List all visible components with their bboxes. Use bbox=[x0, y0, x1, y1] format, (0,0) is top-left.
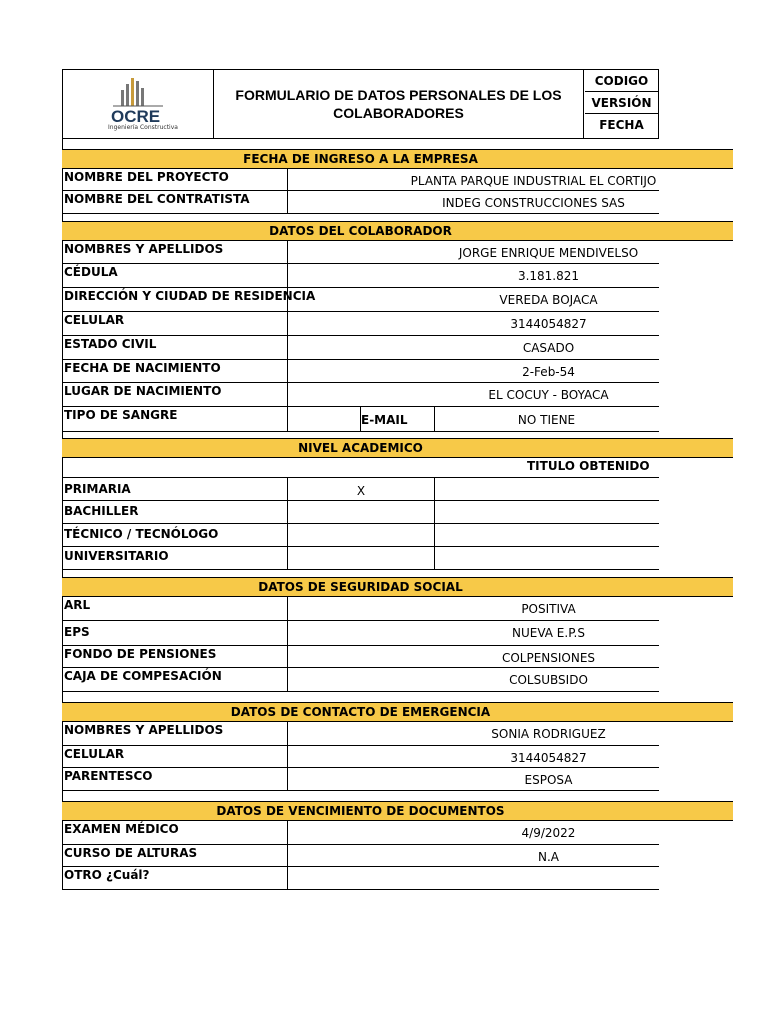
value-contratista[interactable]: INDEG CONSTRUCCIONES SAS bbox=[287, 191, 659, 213]
logo-cell bbox=[63, 70, 214, 138]
value-cedula[interactable]: 3.181.821 bbox=[287, 264, 659, 287]
label-emergencia-celular: CELULAR bbox=[64, 747, 125, 761]
value-celular[interactable]: 3144054827 bbox=[287, 312, 659, 335]
codigo-label: CODIGO bbox=[585, 70, 658, 92]
value-examen[interactable]: 4/9/2022 bbox=[287, 821, 659, 844]
header-meta bbox=[585, 70, 658, 138]
row-tecnico bbox=[62, 524, 659, 547]
band-academico: NIVEL ACADEMICO bbox=[62, 438, 733, 458]
row-direccion bbox=[62, 288, 659, 312]
divider bbox=[434, 524, 435, 547]
divider bbox=[434, 547, 435, 570]
divider bbox=[434, 478, 435, 501]
value-direccion[interactable]: VEREDA BOJACA bbox=[287, 288, 659, 311]
label-tecnico: TÉCNICO / TECNÓLOGO bbox=[64, 527, 219, 541]
version-label: VERSIÓN bbox=[585, 92, 658, 114]
divider bbox=[287, 501, 288, 524]
row-academico-header bbox=[62, 458, 659, 478]
value-parentesco[interactable]: ESPOSA bbox=[287, 768, 659, 790]
row-fecha-nacimiento bbox=[62, 360, 659, 383]
value-arl[interactable]: POSITIVA bbox=[287, 597, 659, 620]
row-proyecto bbox=[62, 169, 659, 191]
mark-primaria[interactable]: X bbox=[356, 484, 366, 498]
value-pensiones[interactable]: COLPENSIONES bbox=[287, 646, 659, 667]
band-ingreso: FECHA DE INGRESO A LA EMPRESA bbox=[62, 149, 733, 169]
row-tipo-sangre bbox=[62, 407, 659, 432]
svg-text:OCRE: OCRE bbox=[111, 107, 161, 124]
band-vencimiento: DATOS DE VENCIMIENTO DE DOCUMENTOS bbox=[62, 801, 733, 821]
label-lugar-nacimiento: LUGAR DE NACIMIENTO bbox=[64, 384, 222, 398]
row-otro bbox=[62, 867, 659, 890]
value-proyecto[interactable]: PLANTA PARQUE INDUSTRIAL EL CORTIJO bbox=[287, 169, 659, 190]
row-nombres bbox=[62, 241, 659, 264]
label-cedula: CÉDULA bbox=[64, 265, 118, 279]
row-lugar-nacimiento bbox=[62, 383, 659, 407]
value-alturas[interactable]: N.A bbox=[287, 845, 659, 866]
row-primaria bbox=[62, 478, 659, 501]
value-fecha-nacimiento[interactable]: 2-Feb-54 bbox=[287, 360, 659, 382]
label-parentesco: PARENTESCO bbox=[64, 769, 153, 783]
divider bbox=[287, 407, 288, 431]
label-caja: CAJA DE COMPESACIÓN bbox=[64, 669, 222, 683]
value-lugar-nacimiento[interactable]: EL COCUY - BOYACA bbox=[287, 383, 659, 406]
value-estado-civil[interactable]: CASADO bbox=[287, 336, 659, 359]
row-eps bbox=[62, 621, 659, 646]
row-arl bbox=[62, 597, 659, 621]
divider bbox=[287, 547, 288, 570]
logo-subtitle: Ingeniería Constructiva bbox=[108, 124, 178, 131]
label-email: E-MAIL bbox=[361, 413, 408, 427]
divider bbox=[287, 524, 288, 547]
band-emergencia: DATOS DE CONTACTO DE EMERGENCIA bbox=[62, 702, 733, 722]
row-pensiones bbox=[62, 646, 659, 668]
row-estado-civil bbox=[62, 336, 659, 360]
label-examen: EXAMEN MÉDICO bbox=[64, 822, 179, 836]
label-estado-civil: ESTADO CIVIL bbox=[64, 337, 157, 351]
company-logo bbox=[107, 76, 169, 124]
band-seguridad: DATOS DE SEGURIDAD SOCIAL bbox=[62, 577, 733, 597]
form-title: FORMULARIO DE DATOS PERSONALES DE LOS COLABORADORES bbox=[214, 70, 584, 138]
label-direccion: DIRECCIÓN Y CIUDAD DE RESIDENCIA bbox=[64, 289, 316, 303]
row-examen bbox=[62, 821, 659, 845]
fecha-label: FECHA bbox=[599, 118, 644, 132]
label-arl: ARL bbox=[64, 598, 91, 612]
value-nombres[interactable]: JORGE ENRIQUE MENDIVELSO bbox=[287, 241, 659, 263]
label-universitario: UNIVERSITARIO bbox=[64, 549, 169, 563]
row-cedula bbox=[62, 264, 659, 288]
value-caja[interactable]: COLSUBSIDO bbox=[287, 668, 659, 691]
titulo-obtenido-header: TITULO OBTENIDO bbox=[527, 459, 650, 473]
label-contratista: NOMBRE DEL CONTRATISTA bbox=[64, 192, 250, 206]
label-tipo-sangre: TIPO DE SANGRE bbox=[64, 408, 178, 422]
label-celular: CELULAR bbox=[64, 313, 125, 327]
row-parentesco bbox=[62, 768, 659, 791]
value-otro[interactable] bbox=[287, 867, 659, 889]
row-emergencia-celular bbox=[62, 746, 659, 768]
row-caja bbox=[62, 668, 659, 692]
form-header bbox=[62, 69, 659, 139]
label-emergencia-nombres: NOMBRES Y APELLIDOS bbox=[64, 723, 224, 737]
row-celular bbox=[62, 312, 659, 336]
band-colaborador: DATOS DEL COLABORADOR bbox=[62, 221, 733, 241]
label-fecha-nacimiento: FECHA DE NACIMIENTO bbox=[64, 361, 221, 375]
label-proyecto: NOMBRE DEL PROYECTO bbox=[64, 170, 229, 184]
value-eps[interactable]: NUEVA E.P.S bbox=[287, 621, 659, 645]
label-primaria: PRIMARIA bbox=[64, 482, 131, 496]
value-emergencia-celular[interactable]: 3144054827 bbox=[287, 746, 659, 767]
row-universitario bbox=[62, 547, 659, 570]
label-pensiones: FONDO DE PENSIONES bbox=[64, 647, 217, 661]
label-eps: EPS bbox=[64, 625, 90, 639]
row-contratista bbox=[62, 191, 659, 214]
value-email[interactable]: NO TIENE bbox=[517, 413, 576, 427]
label-otro: OTRO ¿Cuál? bbox=[64, 868, 150, 882]
divider bbox=[434, 501, 435, 524]
label-bachiller: BACHILLER bbox=[64, 504, 139, 518]
value-emergencia-nombres[interactable]: SONIA RODRIGUEZ bbox=[287, 722, 659, 745]
row-emergencia-nombres bbox=[62, 722, 659, 746]
row-bachiller bbox=[62, 501, 659, 524]
label-nombres: NOMBRES Y APELLIDOS bbox=[64, 242, 224, 256]
row-alturas bbox=[62, 845, 659, 867]
label-alturas: CURSO DE ALTURAS bbox=[64, 846, 198, 860]
